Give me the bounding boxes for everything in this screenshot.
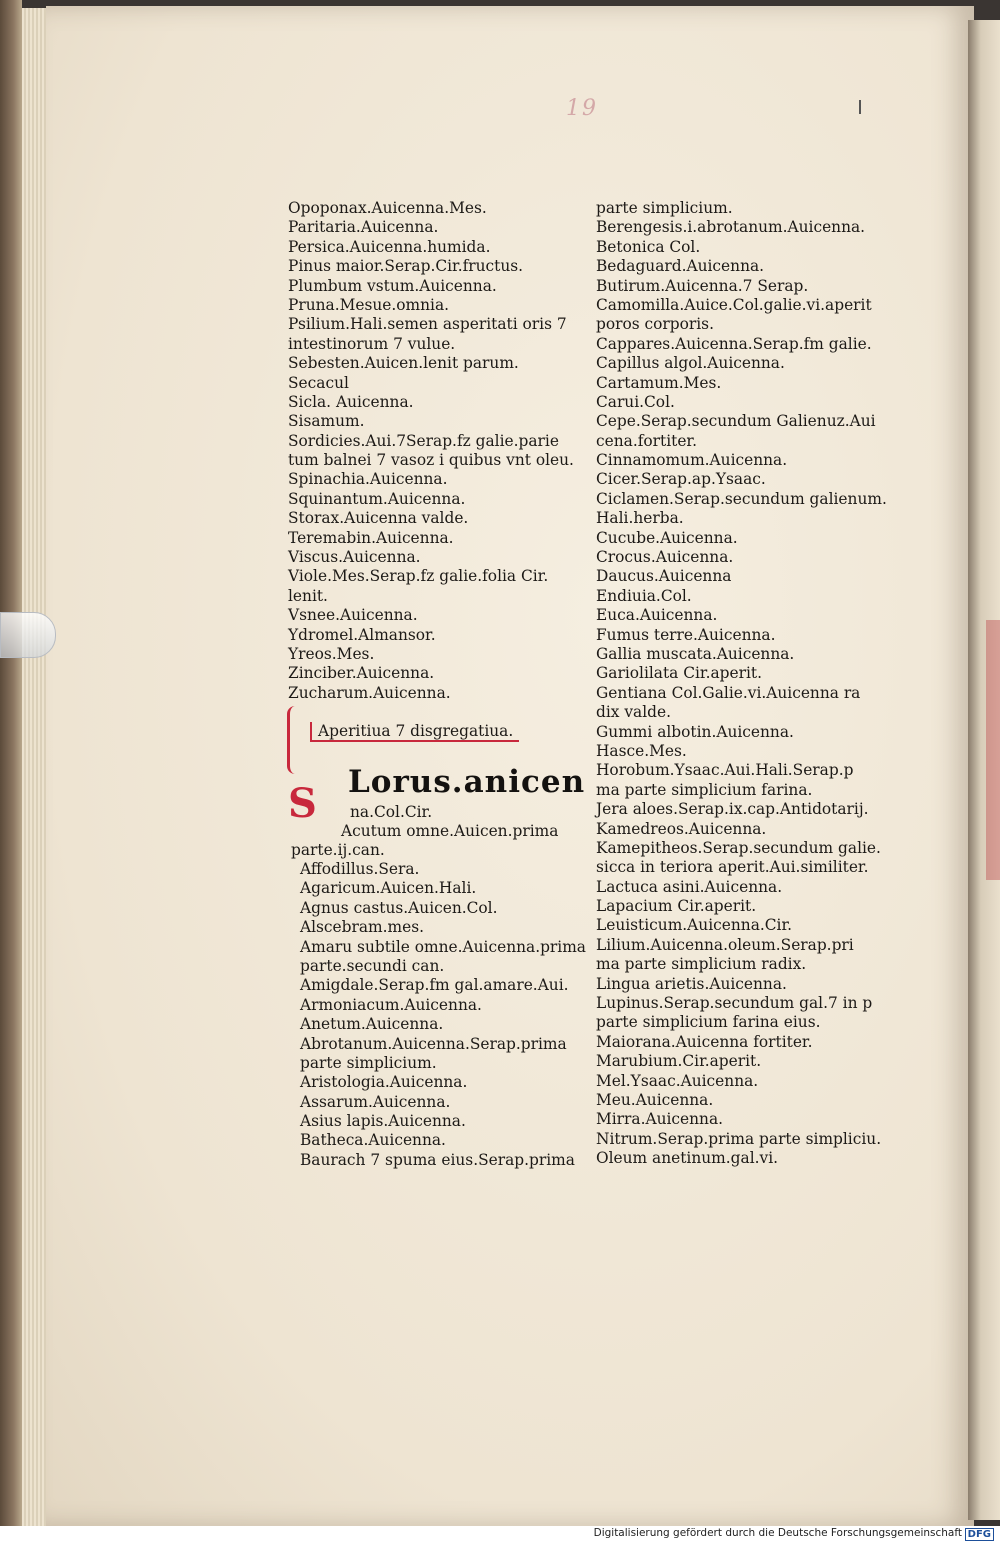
text-line: Armoniacum.Auicenna. [300,995,482,1014]
text-line: Teremabin.Auicenna. [288,528,454,547]
text-line: Crocus.Auicenna. [596,548,734,567]
text-line: Mirra.Auicenna. [596,1110,724,1129]
facing-page-red-initial [986,620,1000,880]
text-line: Storax.Auicenna valde. [288,509,469,528]
text-line: Cepe.Serap.secundum Galienuz.Aui [596,412,876,431]
text-line: Pruna.Mesue.omnia. [288,295,450,314]
text-line: Carui.Col. [596,392,675,411]
text-line: ma parte simplicium radix. [596,955,807,974]
text-line: Amaru subtile omne.Auicenna.prima [300,937,586,956]
text-line: Mel.Ysaac.Auicenna. [596,1071,759,1090]
left-column-lower [300,860,586,1170]
text-line: parte.secundi can. [300,956,445,975]
text-line: Cucube.Auicenna. [596,528,738,547]
text-line: Amigdale.Serap.fm gal.amare.Aui. [300,976,569,995]
glass-clip [0,612,56,658]
section-heading: Lorus.anicen [348,764,586,800]
text-line: Hali.herba. [596,509,684,528]
red-initial-letter: S [288,780,317,827]
section-line-3: parte.ij.can. [291,841,385,859]
text-line: Cicer.Serap.ap.Ysaac. [596,470,766,489]
red-flourish [287,706,304,774]
text-line: Assarum.Auicenna. [300,1092,451,1111]
text-line: Sebesten.Auicen.lenit parum. [288,354,519,373]
text-line: Vsnee.Auicenna. [288,606,418,625]
left-column [288,199,578,703]
text-line: parte simplicium. [596,199,733,217]
text-line: Marubium.Cir.aperit. [596,1052,762,1071]
text-line: Cinnamomum.Auicenna. [596,451,788,470]
text-line: Gariolilata Cir.aperit. [596,664,762,683]
text-line: Viole.Mes.Serap.fz galie.folia Cir. [288,567,549,586]
text-line: Fumus terre.Auicenna. [596,625,776,644]
text-line: Camomilla.Auice.Col.galie.vi.aperit [596,295,872,314]
text-line: Spinachia.Auicenna. [288,470,448,489]
text-line: Lupinus.Serap.secundum gal.7 in p [596,994,873,1013]
text-line: Persica.Auicenna.humida. [288,237,491,256]
text-line: Endiuia.Col. [596,586,692,605]
text-line: sicca in teriora aperit.Aui.similiter. [596,858,869,877]
text-line: ma parte simplicium farina. [596,780,813,799]
text-line: Sicla. Auicenna. [288,392,414,411]
text-line: Lapacium Cir.aperit. [596,897,757,916]
text-line: Jera aloes.Serap.ix.cap.Antidotarij. [596,800,869,819]
text-line: Gentiana Col.Galie.vi.Auicenna ra [596,683,861,702]
text-line: Sordicies.Aui.7Serap.fz galie.parie [288,431,559,450]
text-line: Horobum.Ysaac.Aui.Hali.Serap.p [596,761,854,780]
text-line: Zucharum.Auicenna. [288,683,451,702]
text-line: Opoponax.Auicenna.Mes. [288,199,487,217]
text-line: Affodillus.Sera. [300,860,420,878]
text-line: Butirum.Auicenna.7 Serap. [596,276,809,295]
text-line: Ciclamen.Serap.secundum galienum. [596,489,887,508]
section-subheading: Aperitiua 7 disgregatiua. [310,722,519,742]
text-line: Daucus.Auicenna [596,567,732,586]
text-line: Kamepitheos.Serap.secundum galie. [596,838,881,857]
text-line: Secacul [288,373,349,392]
book-binding-left [0,0,22,1542]
folio-number: 19 [566,96,598,121]
text-line: parte simplicium farina eius. [596,1013,821,1032]
text-line: Gallia muscata.Auicenna. [596,644,795,663]
text-line: Oleum anetinum.gal.vi. [596,1149,779,1168]
text-line: Agaricum.Auicen.Hali. [300,879,477,898]
text-line: Lactuca asini.Auicenna. [596,877,783,896]
text-line: Euca.Auicenna. [596,606,718,625]
text-line: Yreos.Mes. [288,644,375,663]
text-line: Anetum.Auicenna. [300,1015,444,1034]
text-line: Bedaguard.Auicenna. [596,257,765,276]
pencil-mark [859,100,861,114]
text-line: Nitrum.Serap.prima parte simpliciu. [596,1129,882,1148]
text-line: intestinorum 7 vulue. [288,334,456,353]
text-line: tum balnei 7 vasoz i quibus vnt oleu. [288,451,574,470]
text-line: Sisamum. [288,412,365,431]
text-line: Batheca.Auicenna. [300,1131,446,1150]
text-line: Abrotanum.Auicenna.Serap.prima [300,1034,567,1053]
text-line: Meu.Auicenna. [596,1090,714,1109]
text-line: Paritaria.Auicenna. [288,218,439,237]
text-line: Cartamum.Mes. [596,373,722,392]
text-line: poros corporis. [596,315,714,334]
text-line: Viscus.Auicenna. [288,548,421,567]
text-line: Psilium.Hali.semen asperitati oris 7 [288,315,567,334]
text-line: Gummi albotin.Auicenna. [596,722,794,741]
text-line: Hasce.Mes. [596,741,687,760]
text-line: Alscebram.mes. [300,918,425,937]
footer-credit: Digitalisierung gefördert durch die Deutsche Forschungsgemeinschaft [593,1527,962,1539]
section-line-2: Acutum omne.Auicen.prima [341,822,559,840]
text-line: parte simplicium. [300,1053,437,1072]
text-line: Zinciber.Auicenna. [288,664,435,683]
section-heading-cont: na.Col.Cir. [350,803,433,821]
text-line: Squinantum.Auicenna. [288,489,466,508]
text-line: Betonica Col. [596,237,701,256]
right-column [596,199,886,1169]
text-line: cena.fortiter. [596,431,697,450]
text-line: Asius lapis.Auicenna. [300,1112,466,1131]
text-line: Kamedreos.Auicenna. [596,819,767,838]
text-line: Capillus algol.Auicenna. [596,354,785,373]
text-line: Lingua arietis.Auicenna. [596,974,787,993]
dfg-logo: DFG [965,1528,994,1541]
text-line: Pinus maior.Serap.Cir.fructus. [288,257,524,276]
text-line: Lilium.Auicenna.oleum.Serap.pri [596,935,854,954]
text-line: Leuisticum.Auicenna.Cir. [596,916,793,935]
text-line: Baurach 7 spuma eius.Serap.prima [300,1150,575,1169]
text-line: Plumbum vstum.Auicenna. [288,276,497,295]
page-edges [22,8,48,1526]
text-line: Cappares.Auicenna.Serap.fm galie. [596,334,872,353]
text-line: Agnus castus.Auicen.Col. [300,898,498,917]
text-line: lenit. [288,586,328,605]
text-line: Berengesis.i.abrotanum.Auicenna. [596,218,866,237]
text-line: Ydromel.Almansor. [288,625,436,644]
text-line: dix valde. [596,703,671,722]
text-line: Maiorana.Auicenna fortiter. [596,1032,813,1051]
text-line: Aristologia.Auicenna. [300,1073,468,1092]
